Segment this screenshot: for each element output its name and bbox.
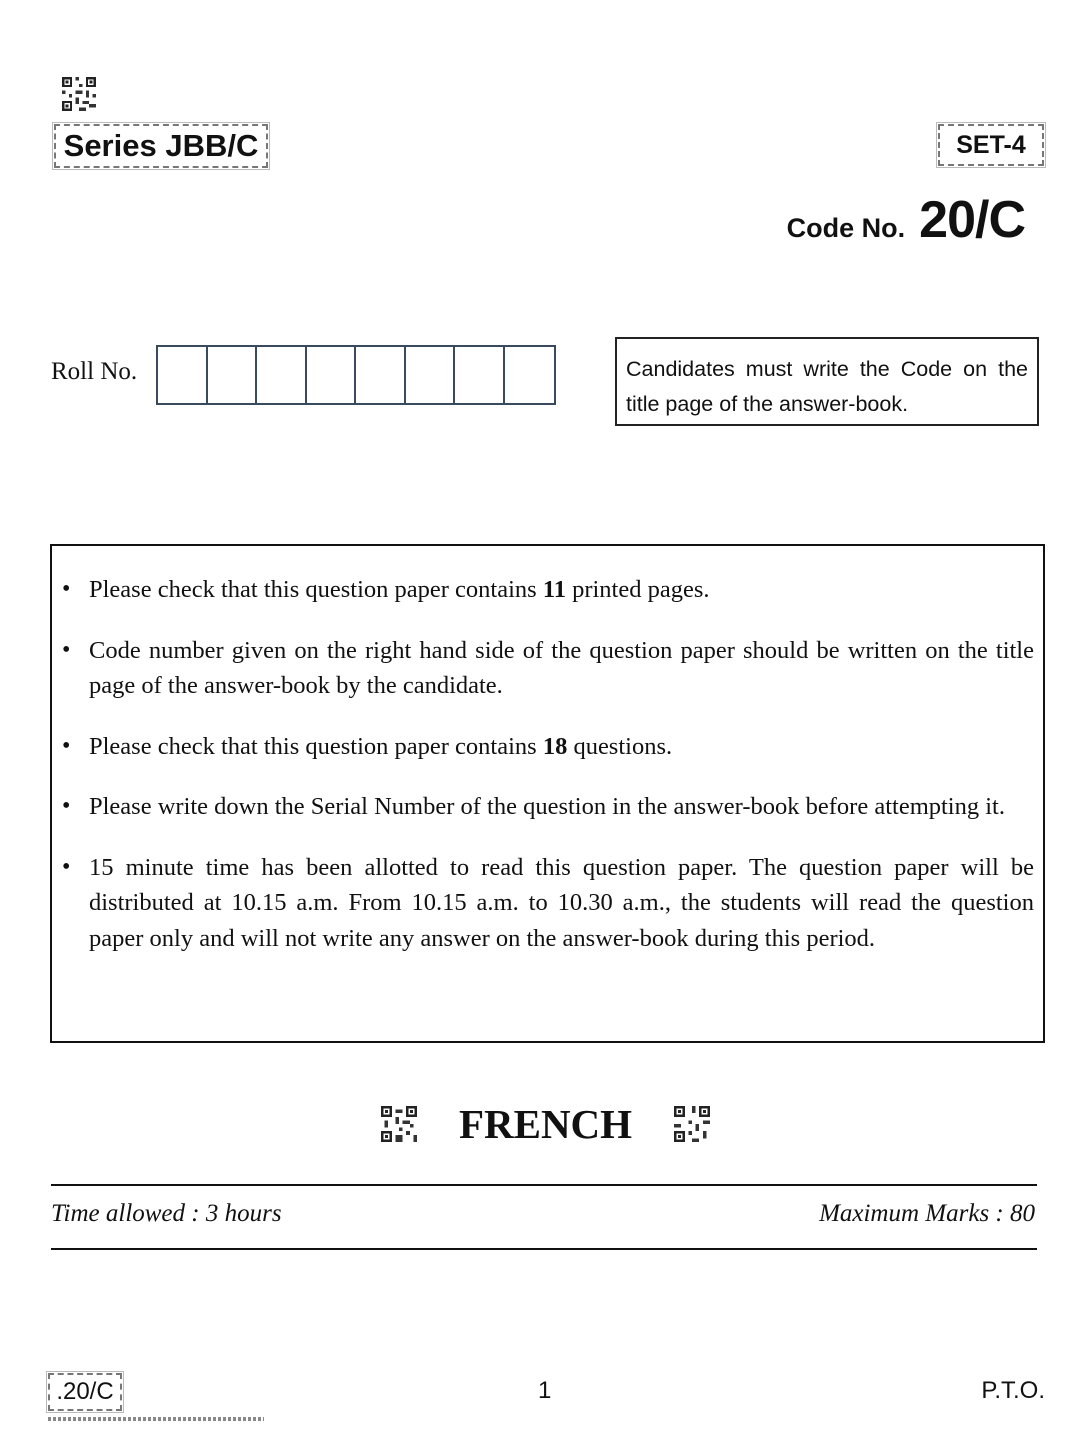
- code-label: Code No.: [786, 213, 906, 243]
- time-allowed: Time allowed : 3 hours: [51, 1200, 282, 1227]
- roll-number-cell[interactable]: [257, 347, 307, 403]
- instruction-text: Please check that this question paper contains: [89, 732, 543, 760]
- instruction-text: Please write down the Serial Number of the question in the answer-book before attempting it.: [89, 793, 1005, 820]
- instruction-item: [89, 572, 1034, 608]
- page-number: 1: [538, 1377, 552, 1404]
- instruction-count: 11: [542, 576, 566, 603]
- instruction-item: [89, 789, 1034, 825]
- code-number: [787, 190, 1025, 250]
- roll-number-cell[interactable]: [406, 347, 456, 403]
- instructions-box: [50, 544, 1045, 1043]
- footer-security-strip: [48, 1417, 264, 1421]
- instruction-count: 18: [542, 732, 568, 760]
- series-label: Series JBB/C: [54, 124, 268, 168]
- instruction-text: Code number given on the right hand side of the question paper should be written on the title page of the answer-book by the candidate.: [89, 636, 1034, 699]
- instruction-item: [89, 633, 1034, 704]
- roll-number-label: Roll No.: [51, 358, 138, 385]
- subject-title: FRENCH: [458, 1101, 633, 1147]
- instruction-text: printed pages.: [565, 576, 710, 603]
- instruction-list: [89, 572, 1034, 956]
- candidate-notice: Candidates must write the Code on the title page of the answer-book.: [615, 337, 1039, 426]
- instruction-text: 15 minute time has been allotted to read this question paper. The question paper will be distributed at 10.15 a.m. From 10.15 a.m. to 10.30 a.m., the students will read the question paper only and will not write any answer on the answer-book during this period.: [89, 853, 1034, 952]
- roll-number-cell[interactable]: [158, 347, 208, 403]
- roll-number-cell[interactable]: [356, 347, 406, 403]
- qr-code-icon: [381, 1106, 417, 1142]
- divider: [51, 1248, 1037, 1250]
- pto-label: P.T.O.: [981, 1377, 1045, 1404]
- maximum-marks: Maximum Marks : 80: [819, 1200, 1035, 1227]
- instruction-text: Please check that this question paper contains: [89, 576, 543, 603]
- instruction-text: questions.: [567, 732, 673, 760]
- roll-number-cell[interactable]: [505, 347, 555, 403]
- instruction-item: [89, 850, 1034, 957]
- set-label: SET-4: [938, 124, 1044, 166]
- qr-code-icon: [674, 1106, 710, 1142]
- roll-number-boxes: [156, 345, 556, 405]
- instruction-item: [89, 729, 1034, 765]
- qr-code-icon: [62, 77, 96, 111]
- divider: [51, 1184, 1037, 1186]
- roll-number-cell[interactable]: [455, 347, 505, 403]
- footer-code: .20/C: [48, 1373, 122, 1411]
- code-value: 20/C: [919, 191, 1025, 249]
- roll-number-cell[interactable]: [208, 347, 258, 403]
- subject-row: [0, 1100, 1091, 1148]
- roll-number-cell[interactable]: [307, 347, 357, 403]
